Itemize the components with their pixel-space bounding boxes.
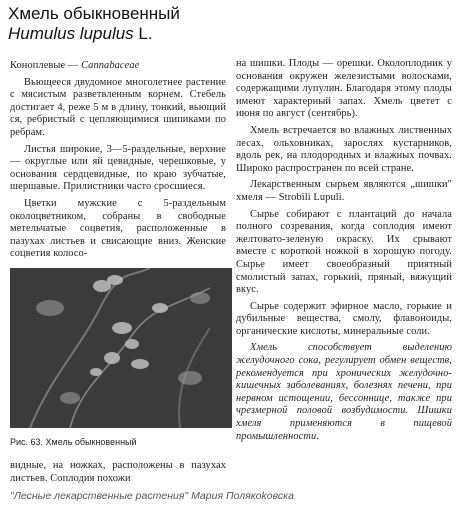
paragraph-composition: Сырье содержит эфирное масло, горькие и дубильные вещества, смолу, флавоноиды, органические кислоты, минеральные соли. <box>236 300 452 337</box>
book-footer: "Лесные лекарственные растения" Мария Полякоkовска <box>10 490 294 502</box>
photo-caption: Рис. 63. Хмель обыкновенный <box>10 437 137 447</box>
left-column-continued <box>10 460 226 489</box>
paragraph-continued: видные, на ножках, расположены в пазухах листьев. Соплодия похожи <box>10 460 226 484</box>
paragraph-flowers: Цветки мужские с 5-раздельным околоцветником, собраны в свободные метельчатые соцветия, расположенные в пазухах листьев и свисающие вниз. Женские соцветия колосо- <box>10 197 226 260</box>
author-abbrev: L. <box>138 24 153 43</box>
family-line: Коноплевые — Cannabaceae <box>10 60 140 71</box>
latin-binomial: Humulus lupulus <box>8 24 134 43</box>
plant-name-latin <box>8 24 180 44</box>
medicinal-use-block <box>236 342 452 443</box>
paragraph-description: Вьющееся двудомное многолетнее растение с мясистым разветвленным корнем. Стебель достигает 4, реже 5 м в длину, тонкий, вьющий ся, ребристый с цепляющимися шипиками по ребрам. <box>10 76 226 138</box>
paragraph-medicinal-use: Хмель способствует выделению желудочного сока, регулирует обмен веществ, рекомендуется при хронических желудочно-кишечных заболеваниях, болезнях печени, при нервном истощении, бессоннице, также при чрезмерной половой возбудимости. Шишки хмеля применяются в пищевой промышленности. <box>236 342 452 442</box>
paragraph-fruits: на шишки. Плоды — орешки. Околоплодник у основания окружен железистыми волосками, содержащими лупулин. Благодаря этому плоды имеют характерный запах. Хмель цветет с июня по август (сентябрь). <box>236 58 452 120</box>
left-column <box>10 60 226 265</box>
paragraph-leaves: Листья широкие, 3—5-раздельные, верхние — округлые или яй цевидные, черешковые, у основания сердцевидные, по краю зубчатые, шершавые. Прилистники часто сросшиеся. <box>10 143 226 193</box>
plant-photo <box>10 268 232 428</box>
right-column <box>236 58 452 447</box>
title-block <box>8 4 180 44</box>
paragraph-raw-material: Лекарственным сырьем являются „шишки" хмеля — Strobili Lupuli. <box>236 179 452 203</box>
plant-name-russian: Хмель обыкновенный <box>8 4 180 23</box>
paragraph-habitat: Хмель встречается во влажных лиственных лесах, ольховниках, зарослях кустарников, вдоль рек, на плодородных и влажных почвах. Широко распространен по всей стране. <box>236 124 452 174</box>
paragraph-collection: Сырье собирают с плантаций до начала полного созревания, когда соплодия имеют желтовато-зеленую окраску. Их срывают вместе с короткой ножкой в хорошую погоду. Сырье имеет своеобразный приятный смолистый запах, горький, пряный, вяжущий вкус. <box>236 208 452 296</box>
